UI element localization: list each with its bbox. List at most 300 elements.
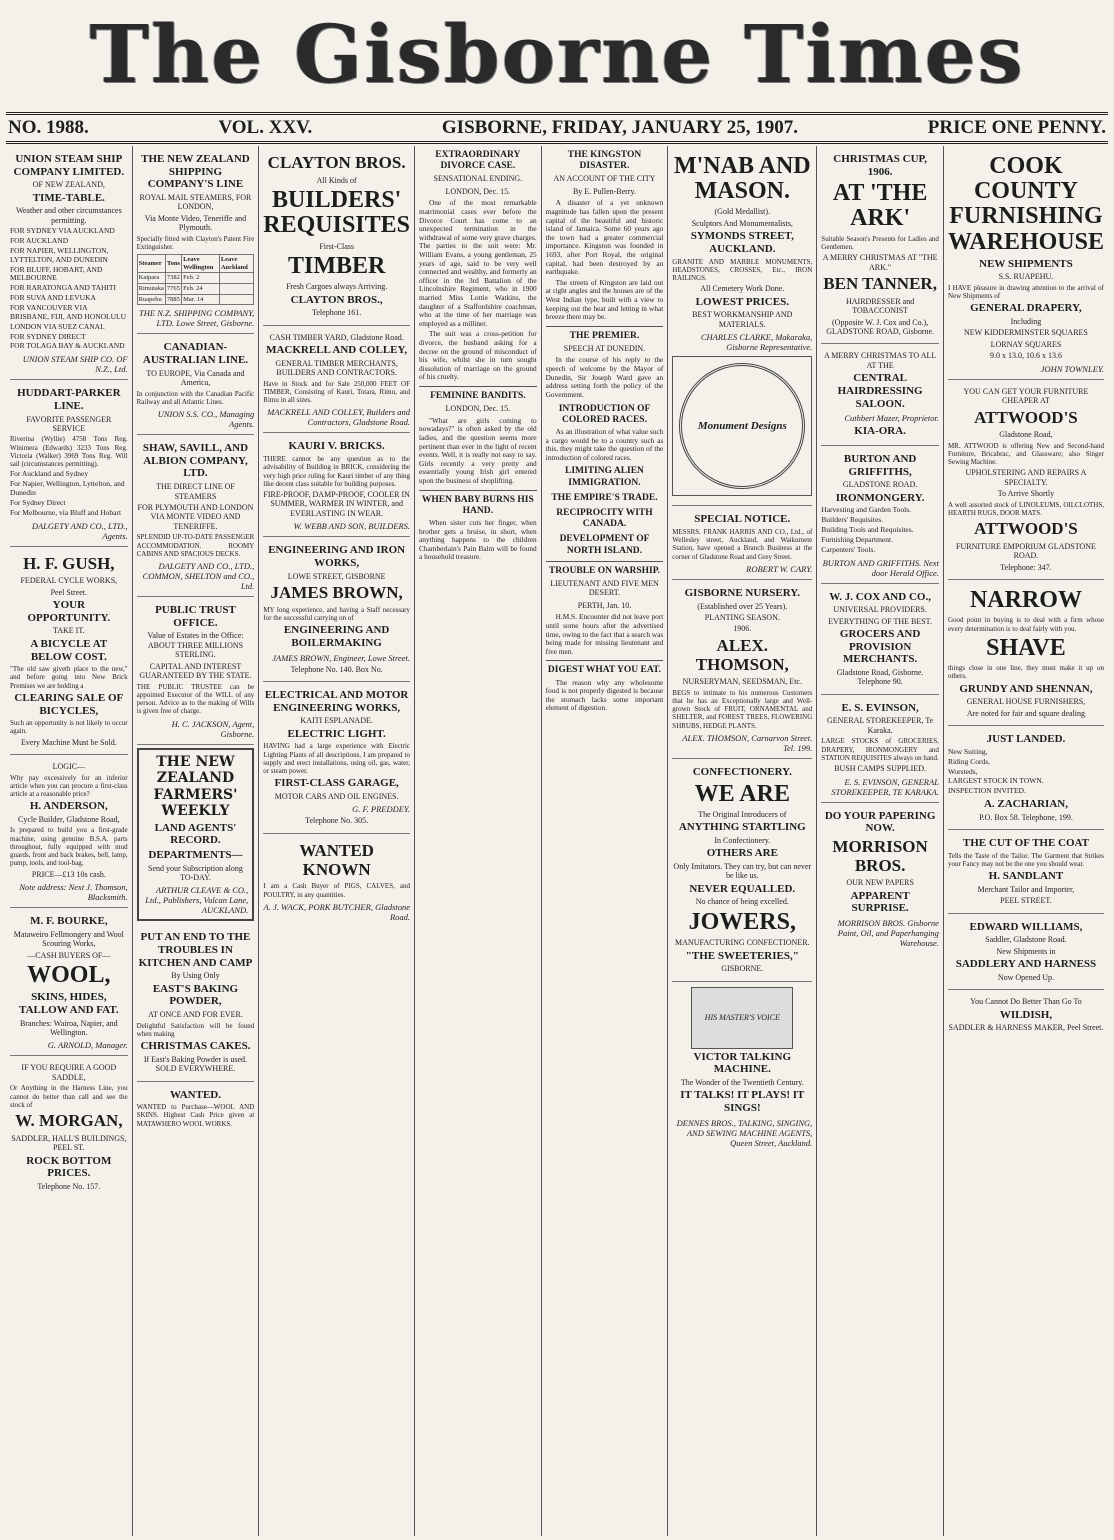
mackrell-agent: MACKRELL AND COLLEY, Builders and Contractors, Gladstone Road. [267,407,411,428]
baby-head: WHEN BABY BURNS HIS HAND. [421,494,534,516]
burton-item: Harvesting and Garden Tools. [821,505,912,515]
elec-light: ELECTRIC LIGHT. [287,727,386,740]
eng-name: JAMES BROWN, [270,583,403,603]
shaw-note: Specially fitted with Clayton's Patent Fire Extinguisher. [136,234,255,251]
attwood-emporium: FURNITURE EMPORIUM GLADSTONE ROAD. [956,541,1096,561]
wildish-intro: You Cannot Do Better Than Go To [970,997,1082,1007]
masthead [0,0,1114,108]
grundy-head: GRUNDY AND SHENNAN, [959,682,1093,695]
weare-anything: ANYTHING STARTLING [678,821,806,834]
williams-sub: Saddler, Gladstone Road. [985,935,1067,945]
schedule-cell: Ruapehu [137,294,165,305]
landed-item: New Suiting, [947,746,988,756]
route-item: For Melbourne, via Bluff and Hobart [10,507,122,517]
column-1 [6,146,133,1536]
cook-general: GENERAL DRAPERY, [970,302,1082,315]
cook-agent: JOHN TOWNLEY. [1040,363,1104,374]
union-head: UNION STEAM SHIP COMPANY LIMITED. [13,153,125,178]
burton-item: Building Tools and Requisites. [821,524,914,534]
victor-sub: The Wonder of the Twentieth Century. [680,1077,804,1087]
bandits-date: LONDON, Dec. 15. [445,404,511,414]
columns [6,146,1108,1536]
farmers-depts: DEPARTMENTS— [148,848,243,861]
central-agent: Cuthbert Mazer, Proprietor. [844,413,939,424]
bandits-head: FEMININE BANDITS. [430,391,526,402]
schedule-header: Steamer [137,255,165,273]
landed-item: Riding Cords, [947,756,991,766]
nursery-year: 1906. [733,624,752,634]
gush-stock: Every Machine Must be Sold. [20,737,117,747]
grundy-sub: GENERAL HOUSE FURNISHERS, [966,697,1086,707]
shave-head: SHAVE [986,634,1066,661]
albion-body: SPLENDID UP-TO-DATE PASSENGER ACCOMMODATION. ROOMY CABINS AND SPACIOUS DECKS. [136,533,255,558]
clayton-phone: Telephone 161. [312,308,362,318]
clayton-timber: TIMBER [287,252,386,279]
jowers-place: GISBORNE. [721,964,764,974]
sailing-item: FOR RARATONGA AND TAHITI [10,283,117,293]
sailing-item: LONDON VIA SUEZ CANAL [10,321,105,331]
mnab-head: M'NAB AND MASON. [673,153,811,205]
zacharian-head: A. ZACHARIAN, [983,798,1068,811]
column-6 [668,146,817,1536]
weare-imitators: Only Imitators. They can try, but can never be like us. [673,861,812,881]
mnab-ad [672,146,812,506]
weare-sub: The Original Introducers of [698,809,787,819]
newspaper-title: The Gisborne Times [89,7,1025,101]
morrison-paper: DO YOUR PAPERING NOW. [824,809,936,835]
shaw-route: Via Monte Video, Teneriffe and Plymouth. [144,213,247,233]
morrison-head: MORRISON BROS. [832,836,928,875]
schedule-header: Tons [165,255,181,273]
cox-grocers: GROCERS AND PROVISION MERCHANTS. [839,628,921,666]
albion-head: SHAW, SAVILL, AND ALBION COMPANY, LTD. [142,442,249,480]
burton-iron: IRONMONGERY. [835,491,925,504]
wanted-known-agent: A. J. WACK, PORK BUTCHER, Gladstone Road. [263,901,411,922]
cook-lornay: LORNAY SQUARES [990,339,1062,349]
tanner-head: BEN TANNER, [823,274,937,294]
column-5 [542,146,669,1536]
burton-ad [821,446,939,584]
williams-opened: Now Opened Up. [997,972,1055,982]
attwood-upholster: UPHOLSTERING AND REPAIRS A SPECIALTY. [965,468,1087,487]
wanted-known-body: I am a Cash Buyer of PIGS, CALVES, and POULTRY, in any quantities. [263,882,411,899]
sailing-item: FOR AUCKLAND [10,236,69,246]
gush-bicycle: A BICYCLE AT BELOW COST. [30,637,108,663]
bourke-items: SKINS, HIDES, TALLOW AND FAT. [19,991,119,1016]
mnab-body: GRANITE AND MARBLE MONUMENTS, HEADSTONES, CROSSES, Etc., IRON RAILINGS. [672,257,813,283]
farmers-head: THE NEW ZEALAND FARMERS' WEEKLY [153,753,238,820]
east-cakes: CHRISTMAS CAKES. [140,1040,251,1053]
schedule-cell: Mar. 14 [182,294,220,305]
special-notice-ad [672,506,812,580]
divider [546,660,664,661]
trust-guarantee: CAPITAL AND INTEREST GUARANTEED BY THE STATE. [139,661,252,681]
clayton-fresh: Fresh Cargoes always Arriving. [286,282,388,292]
alien-head: LIMITING ALIEN IMMIGRATION. [565,466,644,488]
albion-sub: THE DIRECT LINE OF STEAMERS [156,482,235,501]
price: PRICE ONE PENNY. [927,117,1106,138]
grundy-note: Are noted for fair and square dealing [966,708,1086,718]
monument-emblem-icon: Monument Designs [679,363,805,489]
kingston-byline: By E. Pullen-Berry. [572,186,636,196]
digest-body: The reason why any wholesome food is not properly digested is because the stomach lacks some important element of digestion. [545,677,664,713]
attwood-phone: Telephone: 347. [1000,562,1052,572]
trust-agent: H. C. JACKSON, Agent, Gisborne. [171,718,255,739]
morrison-agent: MORRISON BROS. Gisborne Paint, Oil, and Paperhanging Warehouse. [837,917,939,948]
canadian-agent: UNION S.S. CO., Managing Agents. [157,409,255,430]
nursery-season: PLANTING SEASON. [704,613,780,622]
schedule-header: Leave Auckland [219,255,253,273]
cox-ad [821,584,939,695]
jowers-head: JOWERS, [688,908,796,935]
gush-sale: CLEARING SALE OF BICYCLES, [14,691,124,717]
morgan-phone: Telephone No. 157. [37,1181,101,1191]
sailing-item: FOR BLUFF, HOBART, AND MELBOURNE [10,264,103,283]
landed-item: LARGEST STOCK IN TOWN. [947,776,1044,786]
nursery-name: ALEX. THOMSON, [695,635,789,674]
cook-shipments: NEW SHIPMENTS [979,257,1073,270]
landed-items [948,748,1104,796]
morgan-price: ROCK BOTTOM PRICES. [26,1154,112,1180]
sandlant-ad [948,830,1104,914]
burton-item: Builders' Requisites. [821,515,884,525]
schedule-cell: Kaipara [137,273,165,284]
coat-body: Tells the Taste of the Tailor. The Garment that Strikes your Fancy may not be the one you should wear. [947,851,1104,869]
evinson-body: LARGE STOCKS of GROCERIES, DRAPERY, IRONMONGERY and STATION REQUISITES always on hand. [821,737,939,762]
evinson-ad [821,695,939,803]
weare-chance: No chance of being excelled. [695,897,789,907]
colored-body: As an illustration of what value such a cargo would be to a country such as this, they might take the question of the introduction of colored races. [545,426,664,462]
east-head: PUT AN END TO THE TROUBLES IN KITCHEN AND CAMP [138,931,253,969]
sailings-list [10,227,128,351]
schedule-cell [219,284,253,295]
cook-county-ad [948,146,1104,380]
kingston-body: A disaster of a yet unknown magnitude has fallen upon the present capital of the beautiful and historic island of Jamaica. Some 60 years ago the town had a greater commercial importance. Kingston was founded in 1693, after Port Royal, the original capital, had been destroyed by an earthquake. [545,198,664,277]
trust-body: THE PUBLIC TRUSTEE can be appointed Executor of the WILL of any person. Advice as to the making of Wills is given free of charge. [136,682,255,716]
huddart-sub: FAVORITE PASSENGER SERVICE [26,414,112,433]
union-steam-ad [10,146,128,380]
war-date: PERTH, Jan. 10. [577,600,632,610]
clayton-first: First-Class [319,241,354,251]
shave-body: things close in one line, they must make it up on others. [947,664,1104,681]
schedule-cell: Rimutaka [137,284,165,295]
schedule-row [137,284,254,295]
elec-head: ELECTRICAL AND MOTOR ENGINEERING WORKS, [264,688,409,714]
mackrell-ad [263,326,410,434]
sandlant-head: H. SANDLANT [988,870,1064,883]
attwood-ad [948,380,1104,581]
anderson-ad [10,755,128,908]
shaw-agent: THE N.Z. SHIPPING COMPANY, LTD. Lowe Street, Gisborne. [139,308,255,329]
east-body: Delightful Satisfaction will be found when making [136,1021,255,1038]
elec-phone: Telephone No. 305. [305,816,369,826]
east-tag: AT ONCE AND FOR EVER. [148,1010,243,1020]
morrison-surprise: APPARENT SURPRISE. [850,889,910,915]
sailing-item: FOR TOLAGA BAY & AUCKLAND [10,341,125,351]
volume-number: VOL. XXV. [218,117,313,138]
divorce-sub: SENSATIONAL ENDING. [433,174,523,184]
special-body: MESSRS. FRANK HARRIS AND CO., Ltd., of Wellesley street, Auckland, and Waikumete Station, have opened a Branch Business at the corner of Gladstone Road and Grey Street. [672,527,813,561]
elec-agent: G. F. PREDDEY. [352,804,411,815]
column-7 [817,146,944,1536]
morgan-body: Or Anything in the Harness Line, you cannot do better than call and see the stock of [10,1084,128,1109]
colored-head: INTRODUCTION OF COLORED RACES. [558,403,651,425]
gush-sub: FEDERAL CYCLE WORKS, [20,576,118,586]
nursery-head: GISBORNE NURSERY. [684,586,800,599]
mnab-cemetery: All Cemetery Work Done. [700,284,785,294]
gush-take: TAKE IT. [52,626,85,636]
cook-kidder: NEW KIDDERMINSTER SQUARES [964,328,1088,338]
jowers-sub: MANUFACTURING CONFECTIONER. [675,938,810,948]
divorce-date: LONDON, Dec. 15. [445,186,511,196]
war-sub: LIEUTENANT AND FIVE MEN DESERT. [550,578,659,598]
bourke-wool: WOOL, [27,962,111,989]
elec-body: HAVING had a large experience with Electric Lighting Plants of all descriptions, I am prepared to supply and erect installations, using oil, gas, water, or steam power. [263,742,411,776]
burton-place: GLADSTONE ROAD. [842,480,918,490]
route-item: For Sydney Direct [10,497,66,507]
mackrell-head: MACKRELL AND COLLEY, [266,344,408,357]
schedule-cell: Feb. 2 [182,273,220,284]
route-item: For Auckland and Sydney [10,469,89,479]
landed-item: Worsteds, [947,766,978,776]
schedule-header: Leave Wellington [182,255,220,273]
anderson-body: Is prepared to build you a first-grade machine, using genuine B.S.A. parts throughout, fully equipped with mud guards, front and back brakes, bell, lamp, pump, tools, and tool-bag. [10,826,128,868]
cook-ship: S.S. RUAPEHU. [998,272,1054,282]
anderson-head: H. ANDERSON, [29,800,108,813]
weare-never: NEVER EQUALLED. [689,882,796,895]
cox-everything: EVERYTHING OF THE BEST. [828,616,932,626]
attwood-items: A well assorted stock of LINOLEUMS, OILCLOTHS, HEARTH RUGS, DOOR MATS. [947,500,1104,518]
attwood-order: To Arrive Shortly [997,489,1055,499]
huddart-body: Riverina (Wyllie) 4758 Tons Reg. Winimera (Edwards) 3233 Tons Reg. Victoria (Walker) 3969 Tons Reg. Will sail (circumstances permitting). [10,435,128,469]
farmers-weekly-ad [137,748,255,922]
victor-ad [672,982,812,1153]
shaw-sub: ROYAL MAIL STEAMERS, FOR LONDON, [139,192,252,212]
zacharian-box: P.O. Box 58. Telephone, 199. [979,812,1073,822]
sandlant-place: PEEL STREET. [1000,896,1052,906]
clayton-builders: BUILDERS' REQUISITES [263,187,411,239]
cook-sizes: 9.0 x 13.0, 10.6 x 13.6 [989,351,1062,361]
morgan-head: W. MORGAN, [15,1111,123,1131]
huddart-ad [10,380,128,546]
divider [419,386,537,387]
landed-head: JUST LANDED. [986,733,1066,746]
schedule-row [137,273,254,284]
trust-value: Value of Estates in the Office: ABOUT THREE MILLIONS STERLING. [147,631,244,660]
baby-body: When sister cuts her finger, when brother gets a bruise, in short, when anything happens to the children Chamberlain's Pain Balm will be found a household treasure. [419,518,537,562]
williams-saddlery: SADDLERY AND HARNESS [955,958,1097,971]
cook-head: COOK COUNTY FURNISHING WAREHOUSE [947,153,1104,255]
east-ad [137,924,255,1081]
union-sub: OF NEW ZEALAND, [32,180,105,190]
nz-shipping-ad [137,146,255,334]
albion-route: FOR PLYMOUTH AND LONDON VIA MONTE VIDEO AND TENERIFFE. [137,502,254,531]
mnab-agent: CHARLES CLARKE, Makaraka, Gisborne Representative. [700,332,813,353]
landed-item: INSPECTION INVITED. [947,786,1026,796]
eng-phone: Telephone No. 140. Box No. [290,664,383,674]
bricks-ad [263,433,410,537]
nursery-agent: ALEX. THOMSON, Carnarvon Street. Tel. 199. [682,732,813,753]
mnab-medal: (Gold Medallist). [714,207,771,217]
timetable-note: Weather and other circumstances permitting. [15,206,122,225]
schedule-cell: 7382 [165,273,181,284]
xmas-head: CHRISTMAS CUP, 1906. [833,153,927,178]
wanted-known: WANTED KNOWN [299,840,374,879]
mackrell-body: Have in Stock and for Sale 250,000 FEET OF TIMBER, Consisting of Kauri, Totara, Rimu, and Rimu in all sizes. [263,379,411,405]
bourke-ad [10,908,128,1056]
divorce-body: One of the most remarkable matrimonial cases ever before the Divorce Court has come to an unexpected termination in the withdrawal of some very grave charges. The parties to the suit were: Mr. William Evans, a young gentleman, 25 years of age, said to be very well connected and wealthy, and formerly an officer in the 3rd Battalion of the Lincolnshire Regiment, who in 1900 married Miss Lottie Watkins, the daughter of a Staffordshire coachman, who at the time of her marriage was employed as a milliner. [419,198,537,328]
bricks-agent: W. WEBB AND SON, BUILDERS. [293,521,411,532]
premier-sub: SPEECH AT DUNEDIN. [563,344,646,354]
sailing-item: FOR SUVA AND LEVUKA [10,293,96,303]
nursery-sub: NURSERYMAN, SEEDSMAN, Etc. [682,677,802,687]
wack-ad [263,834,410,927]
bourke-buyers: —CASH BUYERS OF— [27,950,111,960]
brown-ad [263,537,410,682]
mnab-prices: LOWEST PRICES. [695,295,789,308]
evinson-head: E. S. EVINSON, [841,701,919,714]
cook-cheaper: YOU CAN GET YOUR FURNITURE CHEAPER AT [963,386,1089,406]
issue-number: NO. 1988. [8,117,89,138]
phonograph-icon: HIS MASTER'S VOICE [691,987,793,1049]
divorce-body2: The suit was a cross-petition for divorce, the husband asking for a decree on the ground of misconduct of his wife, whilst she in turn sought dissolution of marriage on the ground of his cruelty. [419,329,537,382]
burton-items [821,506,939,554]
premier-head: THE PREMIER. [569,330,640,341]
clayton-name2: CLAYTON BROS., [290,293,383,306]
logic-head: LOGIC— [52,762,86,772]
burton-item: Furnishing Department. [821,534,893,544]
elec-place: KAITI ESPLANADE. [300,716,373,726]
trust-head: PUBLIC TRUST OFFICE. [155,604,236,629]
bourke-sub: Mataweiro Fellmongery and Wool Scouring Works, [13,929,124,949]
premier-body: In the course of his reply to the speech of welcome by the Mayor of Dunedin, Sir Joseph Ward gave an address setting forth the policy of the Government. [545,355,664,399]
morgan-intro: IF YOU REQUIRE A GOOD SADDLE, [21,1063,117,1082]
elec-motor: MOTOR CARS AND OIL ENGINES. [274,791,399,801]
kingston-sub: AN ACCOUNT OF THE CITY [553,174,656,184]
kiaora: KIA-ORA. [854,425,906,438]
sailing-item: FOR VANCOUVER VIA BRISBANE, FIJI, AND HONOLULU [10,302,127,321]
cox-universal: UNIVERSAL PROVIDERS. [833,605,927,615]
morgan-sub: SADDLER, HALL'S BUILDINGS, PEEL ST. [11,1133,127,1153]
attwood-head: ATTWOOD'S [974,407,1078,427]
confect-head: CONFECTIONERY. [692,765,792,778]
nursery-est: (Established over 25 Years). [697,601,788,611]
burton-item: Carpenters' Tools. [821,544,876,554]
monument-illustration [672,356,812,496]
public-trust-ad [137,597,255,745]
recip-head: RECIPROCITY WITH CANADA. [556,507,653,530]
canadian-sub: TO EUROPE, Via Canada and America, [146,368,245,388]
divider [419,490,537,491]
central-head: CENTRAL HAIRDRESSING SALOON. [837,372,923,410]
huddart-agent: DALGETY AND CO., LTD., Agents. [31,520,128,541]
albion-ad [137,435,255,597]
morgan-ad [10,1056,128,1198]
gush-place: Peel Street. [50,587,88,597]
digest-head: DIGEST WHAT YOU EAT. [547,665,662,676]
column-2 [133,146,260,1536]
wanted-head: WANTED. [169,1088,221,1101]
bourke-manager: G. ARNOLD, Manager. [47,1040,128,1051]
morrison-new: OUR NEW PAPERS [846,878,914,888]
union-agent: UNION STEAM SHIP CO. OF N.Z., Ltd. [22,354,128,375]
xmas-merry: A MERRY CHRISTMAS AT "THE ARK." [822,253,938,272]
albion-agent: DALGETY AND CO., LTD., COMMON, SHELTON and CO., Ltd. [142,561,255,592]
gush-body2: Such an opportunity is not likely to occur again. [10,719,128,736]
central-merry: A MERRY CHRISTMAS TO ALL AT THE [823,351,937,370]
logic-body: Why pay excessively for an inferior article when you can procure a first-class article at a reasonable price? [10,773,128,799]
jowers-sweet: "THE SWEETERIES," [685,949,799,962]
elec-garage: FIRST-CLASS GARAGE, [274,777,399,790]
weare-head: WE ARE [694,780,790,807]
evinson-agent: E. S. EVINSON, GENERAL STOREKEEPER, TE KARAKA. [831,776,939,797]
clayton-head: CLAYTON BROS. [267,153,406,172]
schedule-cell [219,294,253,305]
cox-head: W. J. COX AND CO., [829,590,931,603]
anderson-sub: Cycle Builder, Gladstone Road, [17,815,120,824]
narrow-body: Good point in buying is to deal with a firm whose every determination is to deal fairly with you. [947,616,1104,633]
mnab-sculptors: Sculptors And Monumentalists, [691,218,793,228]
farmers-send: Send your Subscription along TO-DAY. [148,863,243,882]
xmas-ark: AT 'THE ARK' [832,180,928,232]
gush-body: "The old saw giveth place to the new," and before going into New Brick Premises we are holding a [10,665,128,690]
eng-place: LOWE STREET, GISBORNE [287,571,386,581]
wildish-sub: SADDLER & HARNESS MAKER, Peel Street. [948,1023,1104,1033]
sailing-item: FOR SYDNEY VIA AUCKLAND [10,226,115,236]
kingston-head: THE KINGSTON DISASTER. [567,150,642,172]
bourke-head: M. F. BOURKE, [30,915,108,928]
jowers-ad [672,759,812,982]
divider [546,326,664,327]
eng-agent: JAMES BROWN, Engineer, Lowe Street. [272,652,411,663]
burton-head: BURTON AND GRIFFITHS, [843,452,917,478]
nursery-body: BEGS to intimate to his numerous Customers that he has an Exceptionally large and Well-grown Stock of FRUIT, ORNAMENTAL and SHELTER, and FOREST TREES, FLOWERING SHRUBS, HEDGE PLANTS. [672,688,813,730]
empire-head: THE EMPIRE'S TRADE. [551,492,658,503]
morrison-ad [821,803,939,953]
canadian-body: In conjunction with the Canadian Pacific Railway and all Atlantic Lines. [136,389,255,406]
schedule-table [137,254,255,305]
farmers-agent: ARTHUR CLEAVE & CO., Ltd., Publishers, Vulcan Lane, AUCKLAND. [145,885,249,916]
timetable-head: TIME-TABLE. [32,191,105,204]
attwood-place: Gladstone Road, [999,430,1053,440]
clayton-ad [263,146,410,326]
weare-others: OTHERS ARE [706,847,778,860]
williams-shipments: New Shipments in [996,946,1056,956]
wildish-ad [948,990,1104,1040]
grundy-ad [948,580,1104,726]
gush-opportunity: YOUR OPPORTUNITY. [27,599,111,624]
mackrell-sub: GENERAL TIMBER MERCHANTS, BUILDERS AND CONTRACTORS. [275,358,398,378]
war-body: H.M.S. Encounter did not leave port until some hours after the advertised time, owing to the fact that a search was being made for missing lieutenant and five men. [545,612,664,656]
eng-body: MY long experience, and having a Staff necessary for the successful carrying on of [263,605,411,622]
victor-head: VICTOR TALKING MACHINE. [693,1050,792,1076]
victor-agent: DENNES BROS., TALKING, SINGING, AND SEWING MACHINE AGENTS, Queen Street, Auckland. [676,1117,813,1148]
gush-ad [10,547,128,756]
east-sub: By Using Only [171,971,220,981]
wanted-body: WANTED to Purchase—WOOL AND SKINS. Highest Cash Price given at MATAWHERO WOOL WORKS. [136,1103,255,1128]
evinson-bush: BUSH CAMPS SUPPLIED. [834,764,927,774]
dateline [6,112,1108,144]
bandits-body: "What are girls coming to nowadays?" is often asked by the old ladies, and the question seems more pertinent than ever in the light of recent events. Well, it is really not easy to say. Girls recently a very pretty and essentially young Irish girl entered upon the business of shoplifting. [419,415,537,485]
divorce-head: EXTRAORDINARY DIVORCE CASE. [435,150,521,172]
victor-sings: IT TALKS! IT PLAYS! IT SINGS! [680,1089,805,1114]
schedule-header-row [137,255,254,273]
east-sold: If East's Baking Powder is used. SOLD EVERYWHERE. [143,1054,248,1074]
huddart-routes [10,470,128,517]
canadian-head: CANADIAN-AUSTRALIAN LINE. [142,341,249,367]
narrow-head: NARROW [969,587,1082,614]
shaw-head: THE NEW ZEALAND SHIPPING COMPANY'S LINE [141,153,250,191]
